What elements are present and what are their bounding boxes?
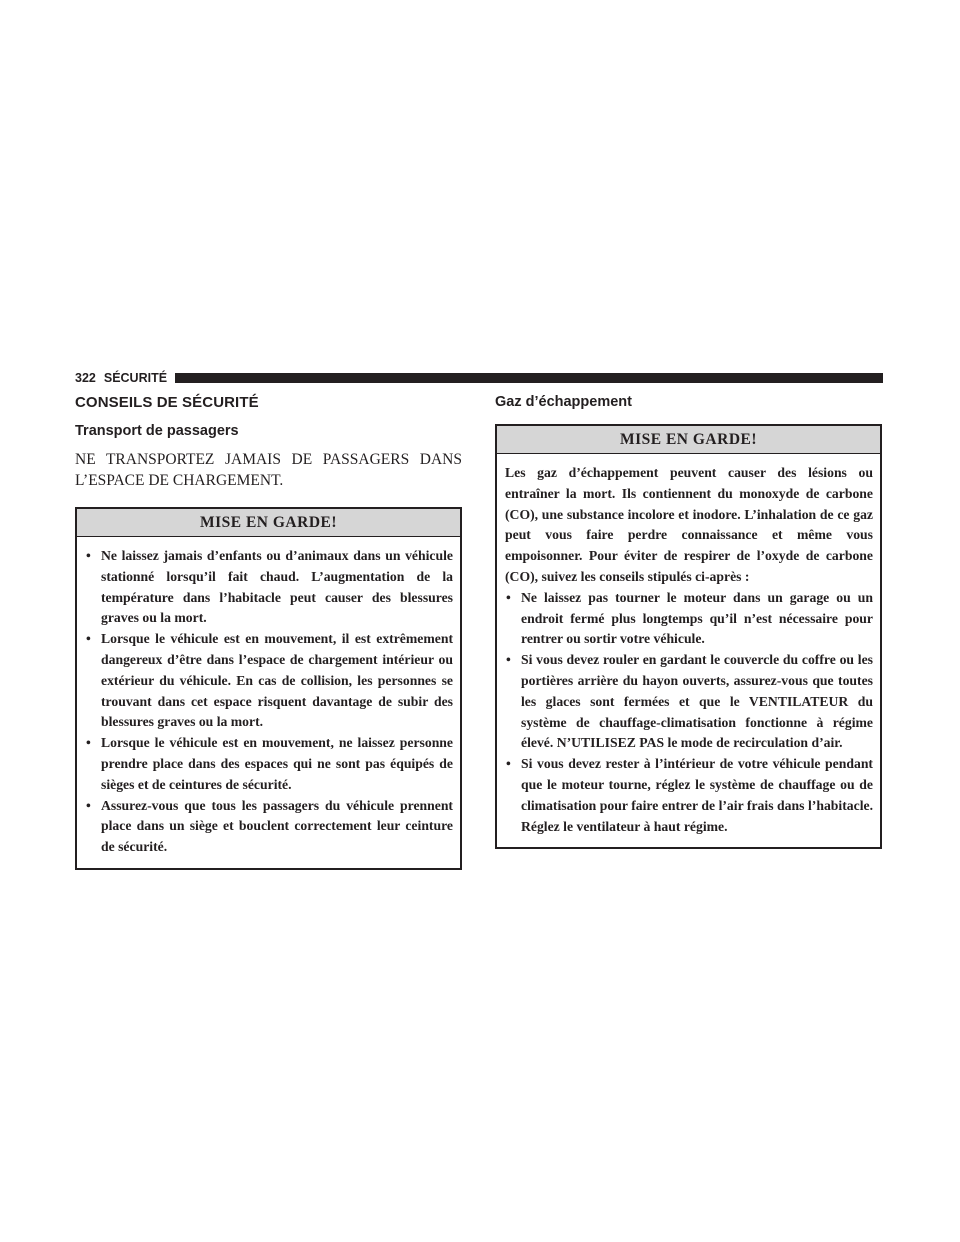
section-title: SÉCURITÉ <box>103 371 168 385</box>
passenger-paragraph: NE TRANSPORTEZ JAMAIS DE PASSAGERS DANS L’ESPACE DE CHARGEMENT. <box>75 451 462 489</box>
bullet-icon: • <box>506 589 511 605</box>
bullet-icon: • <box>86 548 91 563</box>
page-header <box>75 371 883 385</box>
bullet-icon: • <box>86 735 91 751</box>
warning-item: • Assurez-vous que tous les passagers du véhicule prennent place dans un siège et bouclent correctement leur ceinture de sécurité. <box>86 797 453 855</box>
warning-title: MISE EN GARDE! <box>497 426 880 454</box>
warning-title: MISE EN GARDE! <box>77 509 460 537</box>
subheading-exhaust: Gaz d’échappement <box>495 394 632 410</box>
warning-item: • Lorsque le véhicule est en mouvement, ne laissez personne prendre place dans des espaces qui ne sont pas équipés de sièges et de ceintures de sécurité. <box>86 735 453 792</box>
bullet-icon: • <box>506 756 511 772</box>
bullet-icon: • <box>86 631 91 647</box>
section-heading: CONSEILS DE SÉCURITÉ <box>75 394 259 411</box>
warning-box-exhaust <box>495 424 882 849</box>
warning-body <box>77 537 460 868</box>
warning-item: • Ne laissez jamais d’enfants ou d’animaux dans un véhicule stationné lorsqu’il fait chaud. L’augmentation de la température dans l’habitacle peut causer des blessures graves ou la mort. <box>86 548 453 626</box>
warning-item: • Si vous devez rester à l’intérieur de votre véhicule pendant que le moteur tourne, réglez le système de chauffage ou de climatisation pour faire entrer de l’air frais dans l’habitacle. Réglez le ventilateur à haut régime. <box>506 756 873 834</box>
bullet-icon: • <box>506 652 511 668</box>
header-rule <box>175 373 883 383</box>
right-column <box>495 394 882 849</box>
warning-list <box>85 546 453 858</box>
warning-item: • Ne laissez pas tourner le moteur dans un garage ou un endroit fermé plus longtemps qu’il n’est nécessaire pour rentrer ou sortir votre véhicule. <box>506 589 873 647</box>
warning-item: • Lorsque le véhicule est en mouvement, il est extrêmement dangereux d’être dans l’espace de chargement intérieur ou extérieur du véhicule. En cas de collision, les personnes se trouvant dans cet espace risquent davantage de subir des blessures graves ou la mort. <box>86 631 453 730</box>
warning-box-passengers <box>75 507 462 870</box>
subheading-passengers: Transport de passagers <box>75 423 239 439</box>
warning-list <box>505 588 873 838</box>
left-column <box>75 394 462 870</box>
bullet-icon: • <box>86 797 91 813</box>
warning-item: • Si vous devez rouler en gardant le couvercle du coffre ou les portières arrière du hayon ouverts, assurez-vous que toutes les glaces sont fermées et que le VENTILATEUR du système de chauffage-climatisation fonctionne à régime élevé. N’UTILISEZ PAS le mode de recirculation d’air. <box>506 652 873 751</box>
page-number: 322 <box>75 371 96 385</box>
warning-intro: Les gaz d’échappement peuvent causer des lésions ou entraîner la mort. Ils contiennent du monoxyde de carbone (CO), une substance incolore et inodore. L’inhalation de ce gaz peut vous faire perdre connaissance et même vous empoisonner. Pour éviter de respirer de l’oxyde de carbone (CO), suivez les conseils stipulés ci-après : <box>505 465 873 584</box>
warning-body <box>497 454 880 847</box>
